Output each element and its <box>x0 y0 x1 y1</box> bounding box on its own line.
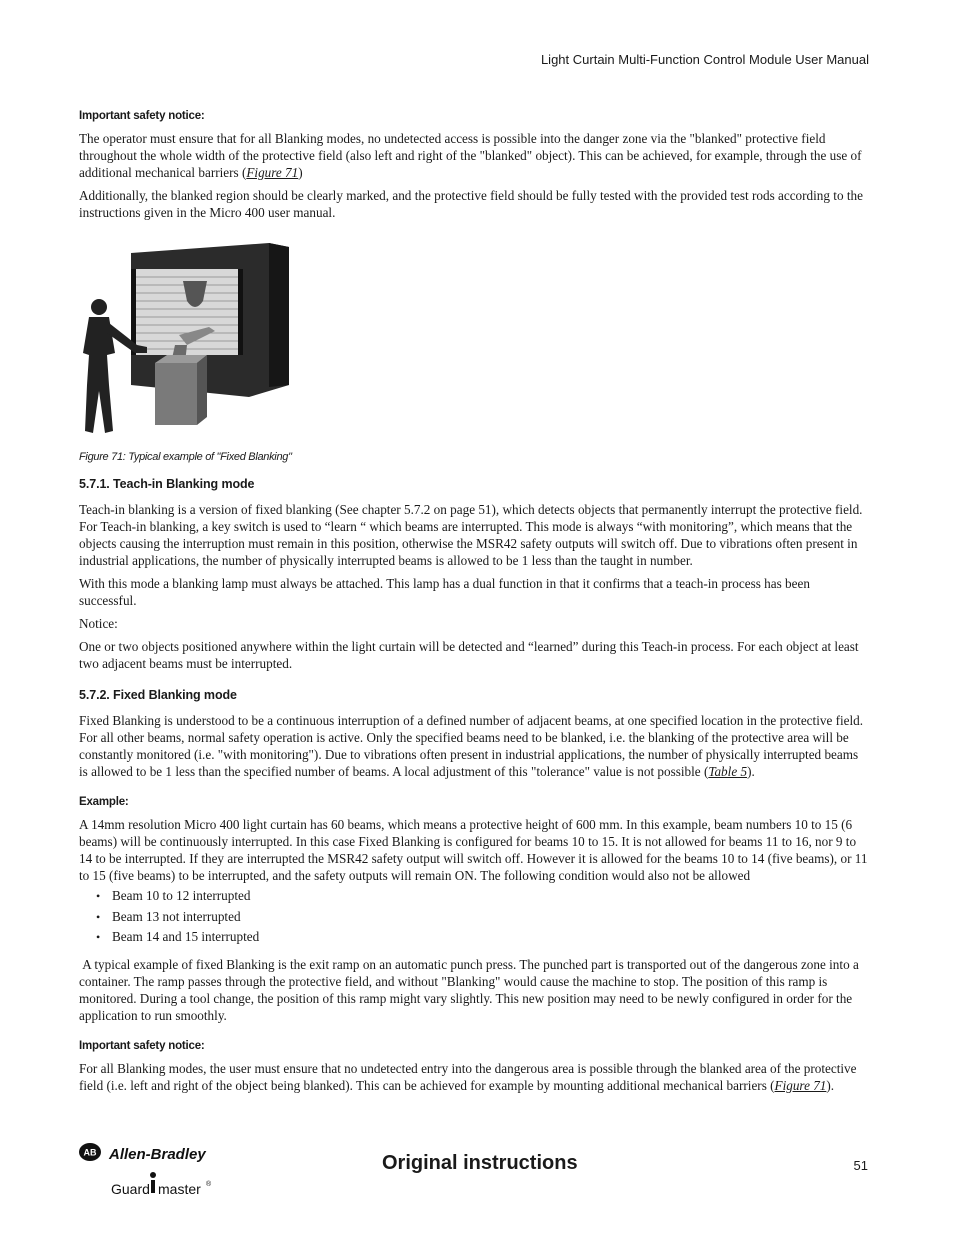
table-reference-link[interactable]: Table 5 <box>708 764 748 779</box>
page-number: 51 <box>853 1158 868 1173</box>
beam-condition-list <box>79 886 869 948</box>
teach-in-notice-label: Notice: <box>79 616 118 631</box>
allen-bradley-guardmaster-logo <box>79 1140 219 1200</box>
safety-notice-paragraph <box>79 130 869 181</box>
logo-product-left: Guard <box>111 1181 150 1197</box>
teach-in-paragraph-1: Teach-in blanking is a version of fixed blanking (See chapter 5.7.2 on page 51), which detects objects that permanently interrupt the protective field. For Teach-in blanking, a key switch is used to “learn “ which beams are interrupted. This mode is always “with monitoring”, which means that the objects causing the interruption must remain in this position, otherwise the MSR42 safety outputs will switch off. Due to vibrations often present in industrial applications, the number of physically interrupted beams is allowed to be 1 less than the taught in number. <box>79 502 863 568</box>
text-run: The operator must ensure that for all Blanking modes, no undetected access is possible into the danger zone via the "blanked" protective field throughout the whole width of the protective field (also left and right of the "blanked" object). This can be achieved, for example, through the use of additional mechanical barriers ( <box>79 131 862 180</box>
running-header: Light Curtain Multi-Function Control Module User Manual <box>540 52 869 67</box>
text-run: For all Blanking modes, the user must ensure that no undetected entry into the dangerous area is possible through the blanked area of the protective field (i.e. left and right of the object being blanked). This can be achieved for example by mounting additional mechanical barriers ( <box>79 1060 857 1093</box>
list-item: • Beam 14 and 15 interrupted <box>112 927 869 948</box>
fixed-blanking-illustration <box>79 235 289 447</box>
figure-reference-link[interactable]: Figure 71 <box>246 165 299 180</box>
safety-notice-paragraph-2: Additionally, the blanked region should be clearly marked, and the protective field should be fully tested with the provided test rods according to the instructions given in the Micro 400 user manual. <box>79 188 863 220</box>
logo-registered-mark: ® <box>206 1181 212 1188</box>
text-run: ) <box>298 165 303 180</box>
figure-caption: Figure 71: Typical example of "Fixed Blanking" <box>79 451 292 463</box>
teach-in-paragraph-3: One or two objects positioned anywhere within the light curtain will be detected and “learned” during this Teach-in process. For each object at least two adjacent beams must be interrupted. <box>79 639 859 671</box>
text-run: ). <box>826 1077 835 1093</box>
section-heading-fixed-blanking: 5.7.2. Fixed Blanking mode <box>79 688 237 702</box>
page-content <box>79 110 869 1100</box>
teach-in-paragraph-2: With this mode a blanking lamp must always be attached. This lamp has a dual function in that it confirms that a teach-in process has been successful. <box>79 576 810 608</box>
logo-brand-text: Allen-Bradley <box>109 1146 206 1163</box>
fixed-blanking-paragraph-2: A typical example of fixed Blanking is the exit ramp on an automatic punch press. The punched part is transported out of the dangerous zone into a container. The ramp passes through the protective field, and without "Blanking" would cause the machine to stop. The position of this ramp is monitored. During a tool change, the position of this ramp might vary slightly. This new position may need to be newly configured in order for the application to run smoothly. <box>79 956 863 1023</box>
fixed-blanking-paragraph-1 <box>79 712 869 780</box>
safety-notice-label-2: Important safety notice: <box>79 1039 205 1052</box>
text-run: ). <box>747 764 755 779</box>
text-run: Fixed Blanking is understood to be a continuous interruption of a defined number of adjacent beams, at one specified location in the protective field. For all other beams, normal safety operation is active. Only the specified beams need to be blanked, i.e. the blanking of the protective area will be constantly monitored (i.e. "with monitoring"). Due to vibrations often present in industrial applications, the number of physically interrupted beams is allowed to be 1 less than the specified number of beams. A local adjustment of this "tolerance" value is not possible ( <box>79 713 864 779</box>
list-item: • Beam 10 to 12 interrupted <box>112 886 869 907</box>
section-heading-teach-in: 5.7.1. Teach-in Blanking mode <box>79 477 255 491</box>
example-label: Example: <box>79 796 129 808</box>
example-paragraph: A 14mm resolution Micro 400 light curtain has 60 beams, which means a protective height of 600 mm. In this example, beam numbers 10 to 15 (6 beams) will be continuously interrupted. In this case Fixed Blanking is configured for beams 10 to 15. It is not allowed for beams 11 to 16, nor 9 to 14 to be interrupted. If they are interrupted the MSR42 safety output will switch off. However it is allowed for the beams 10 to 14 (five beams), or 11 to 15 (five beams) to be interrupted, and the safety outputs will remain ON. The following condition would also not be allowed <box>79 817 868 883</box>
logo-badge-text: AB <box>83 1147 97 1158</box>
safety-notice-label: Important safety notice: <box>79 110 205 122</box>
list-item: • Beam 13 not interrupted <box>112 907 869 928</box>
logo-product-right: master <box>158 1181 201 1197</box>
footer-title: Original instructions <box>382 1152 578 1174</box>
safety-notice-paragraph-3 <box>79 1060 869 1094</box>
figure-reference-link[interactable]: Figure 71 <box>774 1077 827 1093</box>
